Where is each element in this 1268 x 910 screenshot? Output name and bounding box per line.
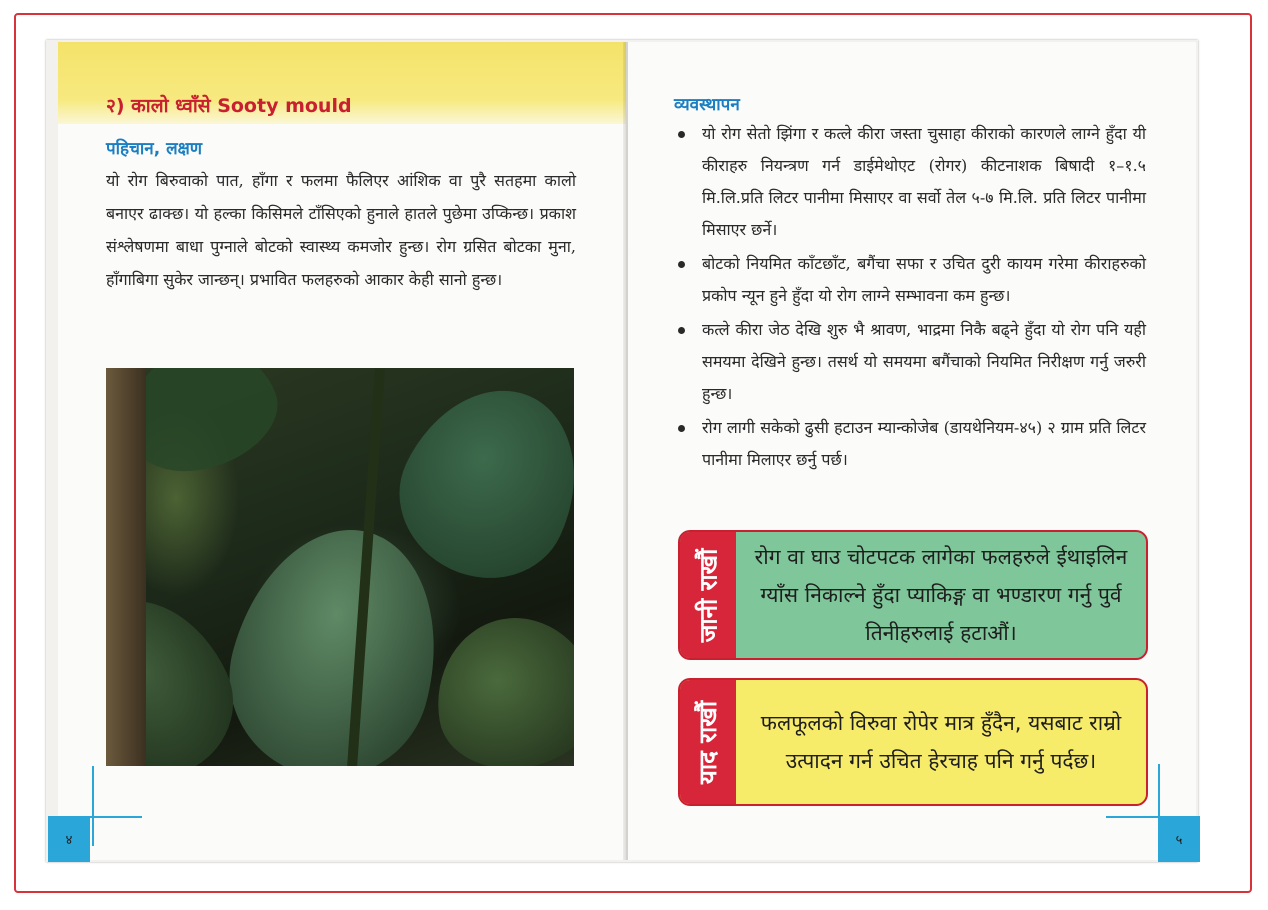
knowledge-note-text: रोग वा घाउ चोटपटक लागेका फलहरुले ईथाइलिन ग्याँस निकाल्ने हुँदा प्याकिङ्ग वा भण्डारण गर्नु पुर्व तिनीहरुलाई हटाऔं। — [754, 545, 1128, 645]
symptoms-paragraph: यो रोग बिरुवाको पात, हाँगा र फलमा फैलिएर आंशिक वा पुरै सतहमा कालो बनाएर ढाक्छ। यो हल्का किसिमले टाँसिएको हुनाले हातले पुछेमा उप्किन्छ। प्रकाश संश्लेषणमा बाधा पुग्नाले बोटको स्वास्थ्य कमजोर हुन्छ। रोग ग्रसित बोटका मुना, हाँगाबिगा सुकेर जान्छन्। प्रभावित फलहरुको आकार केही सानो हुन्छ। — [106, 171, 576, 289]
remember-note-tag: याद राखौं — [680, 680, 736, 804]
management-heading: व्यवस्थापन — [674, 95, 740, 115]
left-page — [58, 42, 626, 860]
bullet-icon — [678, 425, 685, 432]
list-item: रोग लागी सकेको ढुसी हटाउन म्यान्कोजेब (डायथेनियम-४५) २ ग्राम प्रति लिटर पानीमा मिलाएर छर्नु पर्छ। — [674, 412, 1146, 476]
sooty-mould-photo — [106, 368, 574, 766]
bullet-icon — [678, 131, 685, 138]
section-title: २) कालो ध्वाँसे Sooty mould — [106, 95, 352, 117]
knowledge-note-tag: जानी राखौं — [680, 532, 736, 658]
bullet-icon — [678, 327, 685, 334]
identification-heading: पहिचान, लक्षण — [106, 139, 203, 159]
list-item: यो रोग सेतो झिंगा र कत्ले कीरा जस्ता चुसाहा कीराको कारणले लाग्ने हुँदा यी कीराहरु नियन्त्रण गर्न डाईमेथोएट (रोगर) कीटनाशक बिषादी १–१.५ मि.लि.प्रति लिटर पानीमा मिसाएर वा सर्वो तेल ५-७ मि.लि. प्रति लिटर पानीमा मिसाएर छर्ने। — [674, 118, 1146, 246]
corner-line-vertical — [92, 766, 94, 846]
list-item: बोटको नियमित काँटछाँट, बगैंचा सफा र उचित दुरी कायम गरेमा कीराहरुको प्रकोप न्यून हुने हुँदा यो रोग लाग्ने सम्भावना कम हुन्छ। — [674, 248, 1146, 312]
remember-note-box — [678, 678, 1148, 806]
page-number-left: ४ — [48, 816, 90, 862]
right-page — [628, 42, 1196, 860]
knowledge-note-box — [678, 530, 1148, 660]
list-item: कत्ले कीरा जेठ देखि शुरु भै श्रावण, भाद्रमा निकै बढ्ने हुँदा यो रोग पनि यही समयमा देखिने हुन्छ। तसर्थ यो समयमा बगैंचाको नियमित निरीक्षण गर्नु जरुरी हुन्छ। — [674, 314, 1146, 410]
remember-note-text: फलफूलको विरुवा रोपेर मात्र हुँदैन, यसबाट राम्रो उत्पादन गर्न उचित हेरचाह पनि गर्नु पर्दछ। — [760, 711, 1122, 773]
page-number-right: ५ — [1158, 816, 1200, 862]
management-list — [674, 118, 1146, 478]
bullet-icon — [678, 261, 685, 268]
